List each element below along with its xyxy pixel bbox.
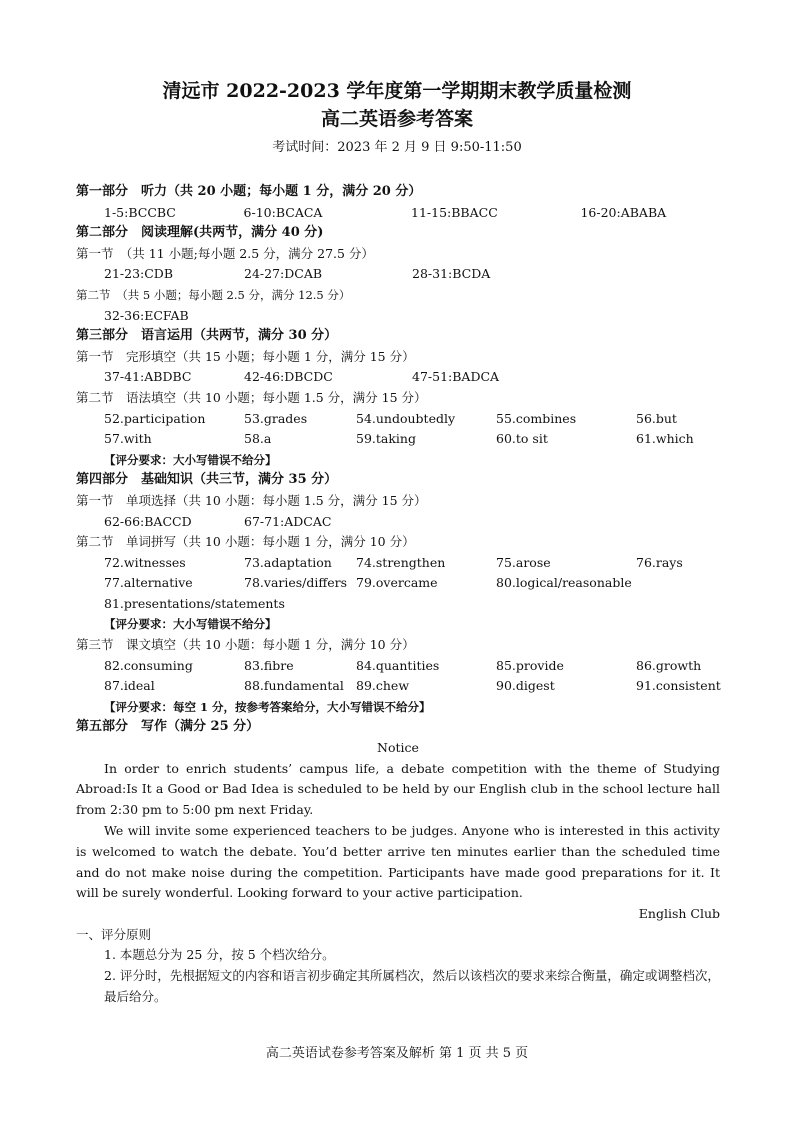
part4-sec3-row2 xyxy=(76,676,720,697)
notice-title: Notice xyxy=(377,740,419,756)
answer-cell: 67-71:ADCAC xyxy=(244,513,332,529)
part3-sec2-row2 xyxy=(76,429,720,450)
part2-sec1-heading: 第一节 （共 11 小题;每小题 2.5 分，满分 27.5 分） xyxy=(76,245,374,261)
answer-cell: 81.presentations/statements xyxy=(104,595,285,611)
answer-cell: 73.adaptation xyxy=(244,554,332,570)
answer-cell: 59.taking xyxy=(356,431,416,447)
page-footer: 高二英语试卷参考答案及解析 第 1 页 共 5 页 xyxy=(265,1046,529,1061)
part1-answers xyxy=(76,203,720,224)
answer-cell: 1-5:BCCBC xyxy=(104,204,176,220)
answer-cell: 88.fundamental xyxy=(244,678,344,694)
part2-sec2-heading: 第二节 （共 5 小题；每小题 2.5 分，满分 12.5 分） xyxy=(76,287,351,302)
part3-sec2-heading: 第二节 语法填空（共 10 小题；每小题 1.5 分，满分 15 分） xyxy=(76,389,427,405)
part4-sec2-row3 xyxy=(76,594,720,615)
answer-cell: 84.quantities xyxy=(356,657,440,673)
answer-cell: 86.growth xyxy=(636,657,702,673)
answer-cell: 61.which xyxy=(636,431,694,447)
answer-cell: 32-36:ECFAB xyxy=(104,307,189,323)
answer-cell: 60.to sit xyxy=(496,431,548,447)
answer-cell: 57.with xyxy=(104,431,152,447)
part4-sec3-heading: 第三节 课文填空（共 10 小题：每小题 1 分，满分 10 分） xyxy=(76,637,415,653)
answer-cell: 75.arose xyxy=(496,554,551,570)
grading-note: 【评分要求：大小写错误不给分】 xyxy=(104,617,277,632)
part3-sec2-row1 xyxy=(76,409,720,430)
answer-cell: 82.consuming xyxy=(104,657,193,673)
part5-heading: 第五部分 写作（满分 25 分） xyxy=(76,719,260,735)
answer-cell: 83.fibre xyxy=(244,657,294,673)
grading-note: 【评分要求：大小写错误不给分】 xyxy=(104,452,277,467)
notice-signature: English Club xyxy=(638,906,720,922)
notice-paragraph-1: In order to enrich students’ campus life, a debate competition with the theme of Studying Abroad:Is It a Good or Bad Idea is scheduled to be held by our English club in the school lecture hall from 2:30 pm to 5:00 pm next Friday. xyxy=(76,760,720,818)
grading-item-1: 1. 本题总分为 25 分，按 5 个档次给分。 xyxy=(104,947,335,963)
answer-cell: 79.overcame xyxy=(356,575,438,591)
part1-heading: 第一部分 听力（共 20 小题；每小题 1 分，满分 20 分） xyxy=(76,184,422,199)
answer-content xyxy=(76,182,720,1008)
answer-cell: 21-23:CDB xyxy=(104,266,174,282)
answer-cell: 16-20:ABABA xyxy=(580,204,667,220)
part4-sec2-heading: 第二节 单词拼写（共 10 小题：每小题 1 分，满分 10 分） xyxy=(76,534,415,550)
exam-time: 考试时间：2023 年 2 月 9 日 9:50-11:50 xyxy=(272,140,522,155)
answer-cell: 53.grades xyxy=(244,410,308,426)
answer-cell: 76.rays xyxy=(636,554,683,570)
answer-cell: 6-10:BCACA xyxy=(243,204,323,220)
answer-cell: 54.undoubtedly xyxy=(356,410,456,426)
answer-cell: 28-31:BCDA xyxy=(412,266,491,282)
answer-cell: 37-41:ABDBC xyxy=(104,369,192,385)
part4-sec2-row1 xyxy=(76,553,720,574)
part3-sec1-heading: 第一节 完形填空（共 15 小题；每小题 1 分，满分 15 分） xyxy=(76,348,415,364)
answer-cell: 80.logical/reasonable xyxy=(496,575,632,591)
part4-sec3-row1 xyxy=(76,656,720,677)
part2-heading: 第二部分 阅读理解(共两节，满分 40 分) xyxy=(76,225,324,241)
part2-sec2-answers xyxy=(76,306,720,327)
answer-cell: 77.alternative xyxy=(104,575,193,591)
answer-cell: 58.a xyxy=(244,431,272,447)
grading-note: 【评分要求：每空 1 分，按参考答案给分，大小写错误不给分】 xyxy=(104,699,431,714)
part4-sec1-heading: 第一节 单项选择（共 10 小题：每小题 1.5 分，满分 15 分） xyxy=(76,492,427,508)
answer-cell: 62-66:BACCD xyxy=(104,513,192,529)
answer-cell: 42-46:DBCDC xyxy=(244,369,333,385)
part4-heading: 第四部分 基础知识（共三节，满分 35 分） xyxy=(76,472,338,488)
answer-cell: 11-15:BBACC xyxy=(411,204,498,220)
notice-paragraph-2: We will invite some experienced teachers to be judges. Anyone who is interested in this activity is welcomed to watch the debate. You’d better arrive ten minutes earlier than the scheduled time and do not make noise during the competition. Participants have made good preparations for it. It will be surely wonderful. Looking forward to your active participation. xyxy=(76,823,720,901)
answer-cell: 56.but xyxy=(636,410,677,426)
answer-cell: 90.digest xyxy=(496,678,555,694)
grading-item-2: 2. 评分时，先根据短文的内容和语言初步确定其所属档次，然后以该档次的要求来综合衡量，确定或调整档次，最后给分。 xyxy=(104,967,720,1004)
document-title: 清远市 2022-2023 学年度第一学期期末教学质量检测 xyxy=(162,80,632,102)
grading-principles-heading: 一、评分原则 xyxy=(76,926,152,942)
answer-cell: 87.ideal xyxy=(104,678,155,694)
answer-cell: 47-51:BADCA xyxy=(412,369,500,385)
part4-sec2-row2 xyxy=(76,573,720,594)
answer-cell: 85.provide xyxy=(496,657,564,673)
answer-cell: 74.strengthen xyxy=(356,554,446,570)
answer-cell: 72.witnesses xyxy=(104,554,186,570)
answer-cell: 91.consistent xyxy=(636,678,721,694)
answer-cell: 55.combines xyxy=(496,410,577,426)
part2-sec1-answers xyxy=(76,264,720,285)
document-subtitle: 高二英语参考答案 xyxy=(320,108,473,130)
part4-sec1-answers xyxy=(76,512,720,533)
answer-cell: 78.varies/differs xyxy=(244,575,348,591)
answer-cell: 24-27:DCAB xyxy=(244,266,323,282)
answer-cell: 89.chew xyxy=(356,678,410,694)
answer-cell: 52.participation xyxy=(104,410,206,426)
part3-sec1-answers xyxy=(76,367,720,388)
part3-heading: 第三部分 语言运用（共两节，满分 30 分） xyxy=(76,328,338,344)
